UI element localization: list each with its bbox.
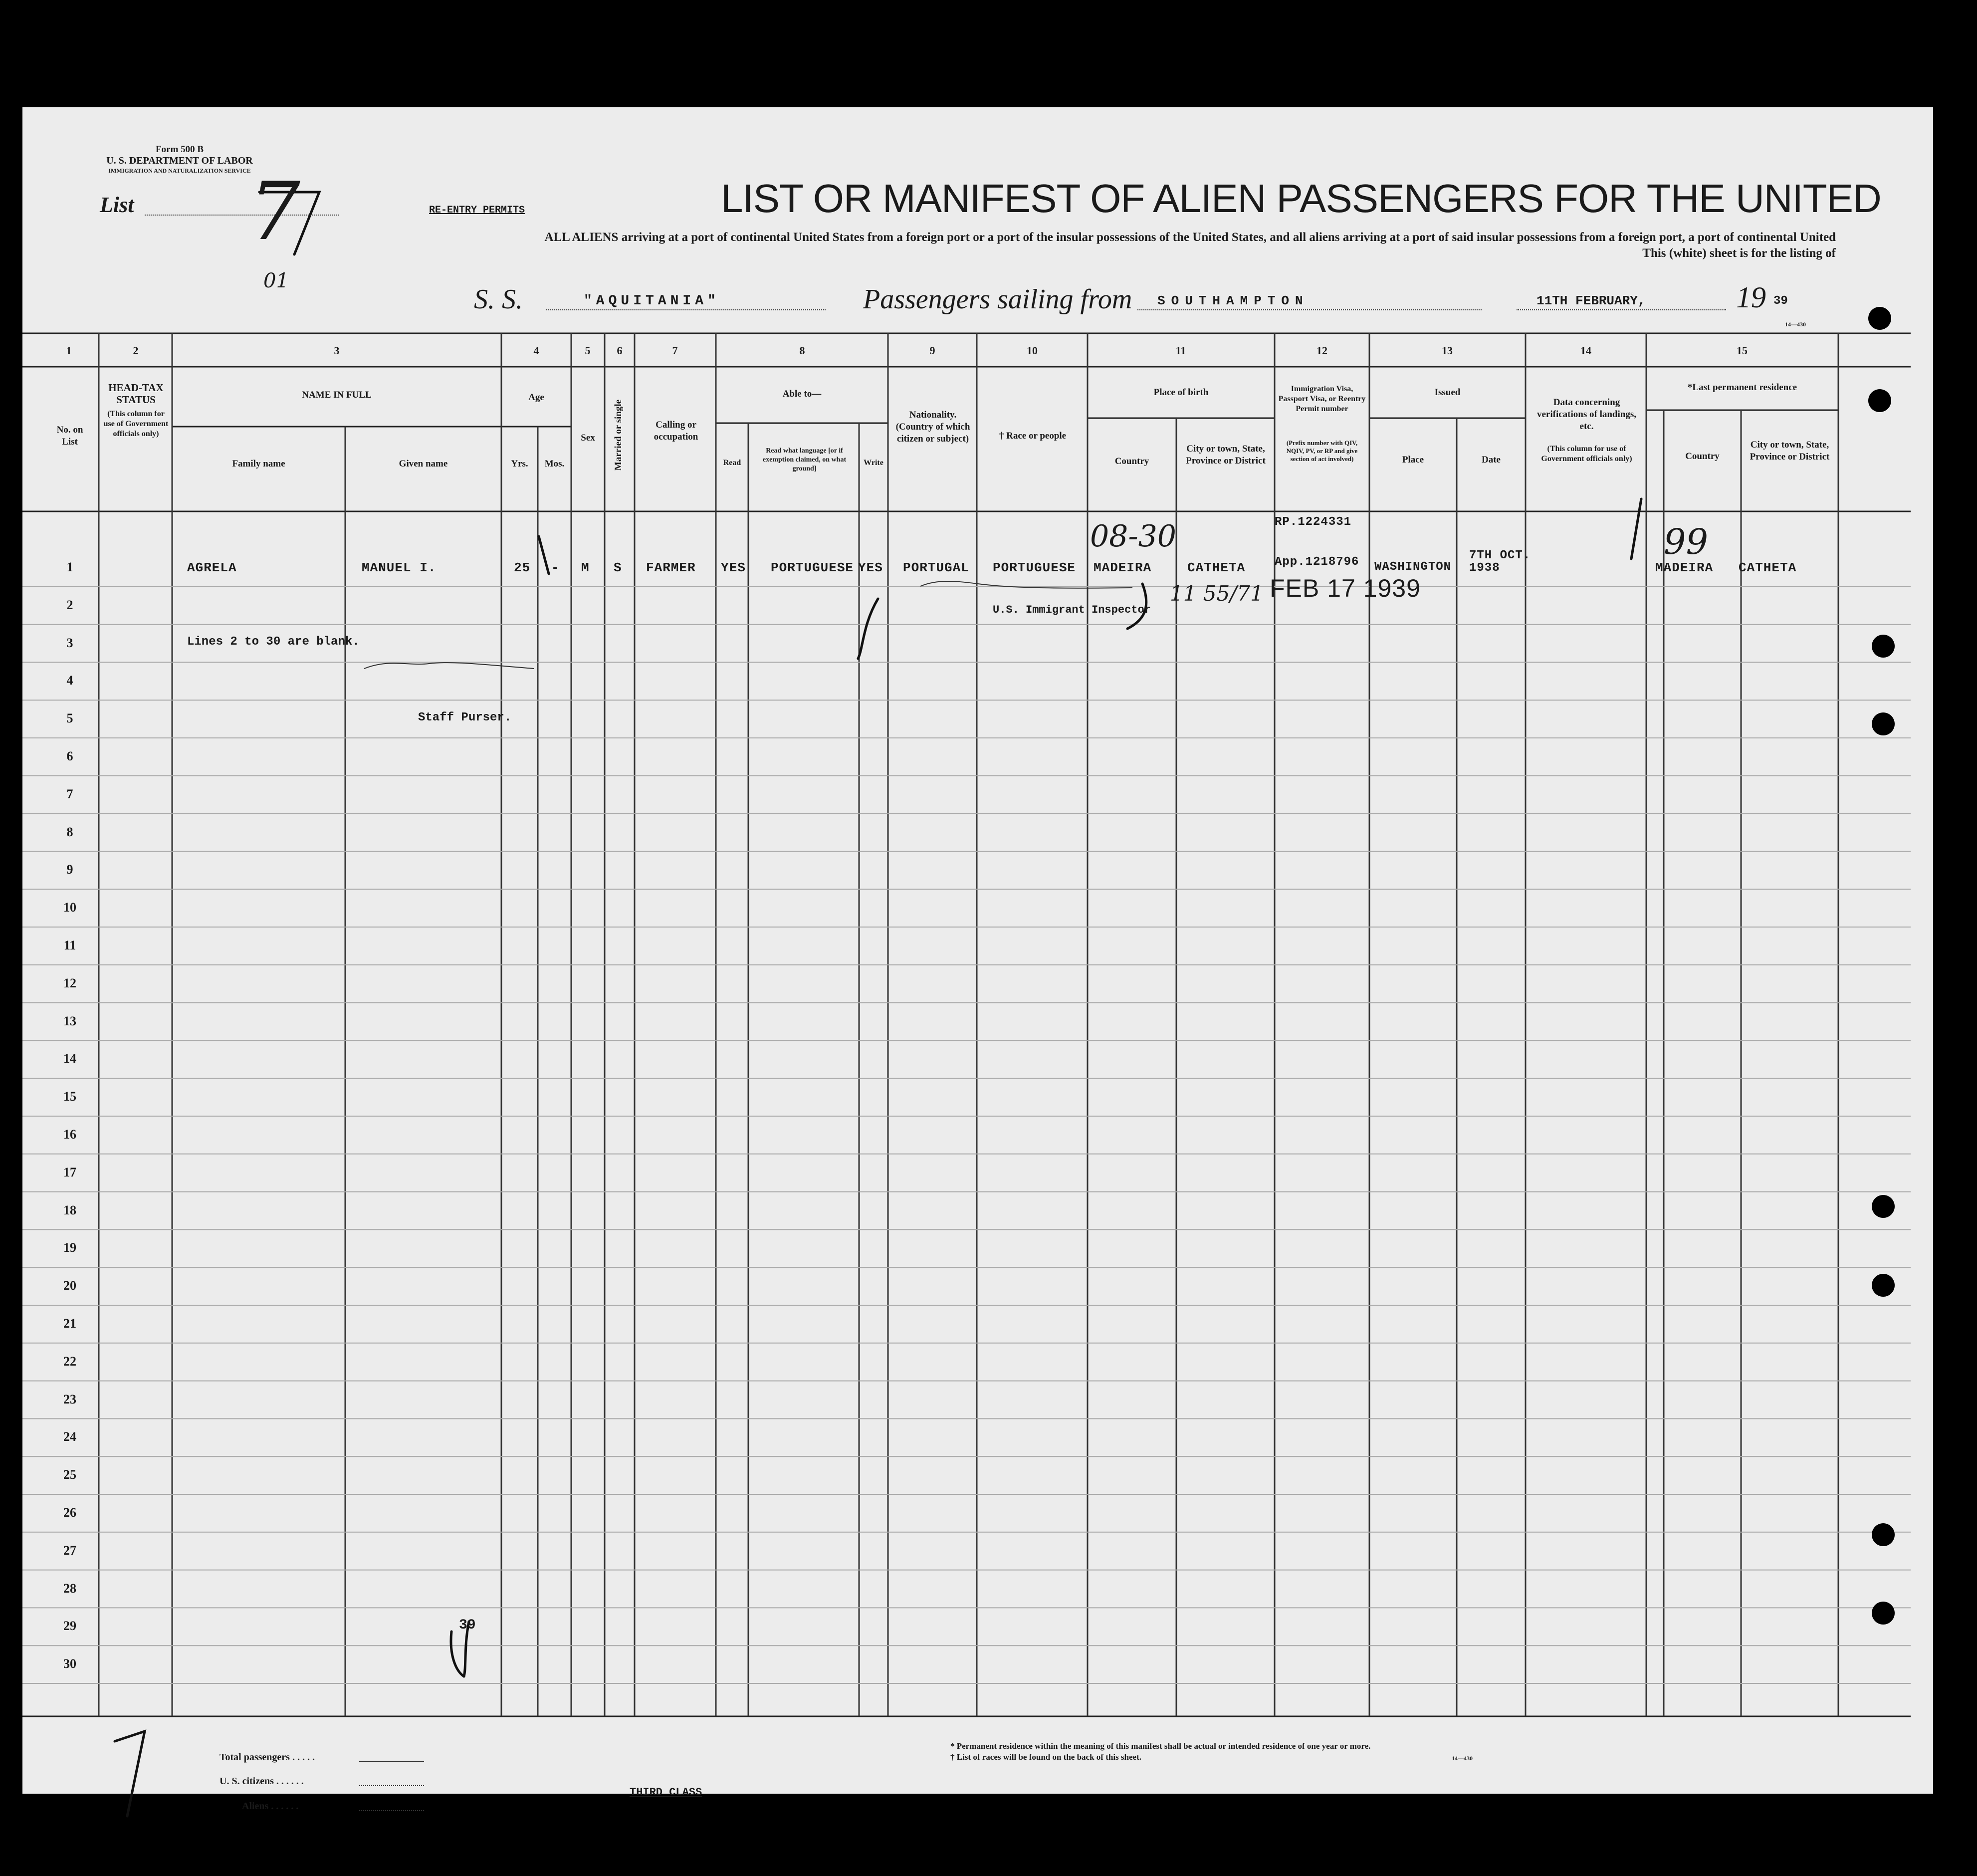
class-label: THIRD CLASS — [630, 1786, 702, 1799]
cell-read: YES — [721, 560, 746, 575]
header-write: Write — [864, 459, 883, 467]
ship-line — [546, 309, 826, 310]
row-number: 22 — [63, 1354, 76, 1369]
cell-app-no: App.1218796 — [1275, 555, 1359, 569]
header-visa: Immigration Visa, Passport Visa, or Reentry Permit number — [1278, 385, 1366, 413]
row-number: 19 — [63, 1240, 76, 1255]
row-number: 11 — [63, 938, 76, 952]
port-name: SOUTHAMPTON — [1157, 293, 1309, 308]
row-number: 13 — [63, 1013, 76, 1028]
row-number: 15 — [63, 1089, 76, 1104]
purser-label: Staff Purser. — [418, 711, 512, 724]
column-number: 9 — [929, 344, 935, 357]
row-number: 4 — [66, 673, 73, 688]
row-number: 9 — [66, 862, 73, 877]
cell-res-city: CATHETA — [1739, 560, 1797, 575]
row-number: 25 — [63, 1467, 76, 1482]
form-department: U. S. DEPARTMENT OF LABOR — [106, 155, 253, 166]
year-prefix: 19 — [1736, 281, 1766, 314]
header-read-language: Read what language [or if exemption claimed, on what ground] — [762, 447, 847, 472]
cell-family-name: AGRELA — [187, 560, 237, 575]
ss-label: S. S. — [474, 284, 523, 315]
column-number: 14 — [1580, 344, 1591, 357]
row-number: 30 — [63, 1656, 76, 1671]
inspector-label: U.S. Immigrant Inspector — [993, 604, 1151, 616]
row-number: 1 — [66, 560, 73, 574]
row-number: 21 — [63, 1316, 76, 1331]
header-issued-place: Place — [1402, 455, 1424, 465]
column-number: 1 — [66, 344, 72, 357]
header-married-single: Married or single — [613, 399, 624, 471]
row-number: 17 — [63, 1165, 76, 1179]
cell-permit: RP.1224331 — [1275, 515, 1352, 529]
header-yrs: Yrs. — [511, 459, 528, 469]
binder-hole-icon — [1872, 1195, 1895, 1218]
footnote-residence: * Permanent residence within the meaning of this manifest shall be actual or intended residence of one year or more. — [950, 1741, 1371, 1751]
header-birth-country: Country — [1114, 456, 1149, 467]
page-title: LIST OR MANIFEST OF ALIEN PASSENGERS FOR THE UNITED — [721, 176, 1881, 221]
cell-language: PORTUGUESE — [771, 560, 854, 575]
row-number: 24 — [63, 1429, 76, 1444]
header-issued: Issued — [1434, 387, 1461, 398]
binder-hole-icon — [1872, 1523, 1895, 1546]
header-calling: Calling or occupation — [654, 420, 698, 442]
cell-issued-place: WASHINGTON — [1374, 560, 1452, 574]
header-race: † Race or people — [999, 431, 1067, 441]
header-issued-date: Date — [1482, 455, 1501, 465]
cell-write: YES — [858, 560, 883, 575]
binder-hole-icon — [1872, 635, 1895, 658]
row-number: 2 — [66, 597, 73, 612]
header-given-name: Given name — [399, 459, 448, 469]
cell-issued-date-1: 7TH OCT. — [1469, 549, 1531, 562]
port-line — [1137, 309, 1482, 310]
aliens-label: Aliens . . . . . . — [242, 1801, 299, 1812]
list-line — [145, 215, 339, 216]
row-number: 28 — [63, 1581, 76, 1596]
stamp-39: 39 — [459, 1618, 476, 1633]
binder-hole-icon — [1868, 389, 1891, 412]
binder-hole-icon — [1872, 1602, 1895, 1625]
date-line — [1517, 309, 1726, 310]
row-number: 7 — [66, 786, 73, 801]
header-able-to: Able to— — [782, 389, 822, 399]
handwritten-code: 08-30 — [1090, 519, 1176, 554]
cell-occupation: FARMER — [646, 560, 696, 575]
header-family-name: Family name — [232, 459, 285, 469]
handwritten-fraction: 11 55/71 — [1170, 581, 1264, 606]
us-citizens-label: U. S. citizens . . . . . . — [220, 1776, 304, 1787]
header-read: Read — [723, 459, 741, 467]
header-verification: Data concerning verifications of landings, etc. — [1537, 397, 1636, 432]
subtitle-line-2: This (white) sheet is for the listing of — [1642, 246, 1836, 260]
cell-married: S — [614, 560, 622, 575]
header-last-residence: *Last permanent residence — [1687, 382, 1797, 393]
header-nationality: Nationality. (Country of which citizen or subject) — [895, 410, 970, 444]
cell-birth-country: MADEIRA — [1094, 560, 1152, 575]
header-age: Age — [528, 392, 544, 403]
reentry-label: RE-ENTRY PERMITS — [429, 205, 525, 216]
list-number-handwritten: 7 — [249, 165, 300, 258]
header-birth-city: City or town, State, Province or District — [1186, 444, 1266, 466]
row-number: 12 — [63, 975, 76, 990]
row-number: 23 — [63, 1392, 76, 1407]
cell-race: PORTUGUESE — [993, 560, 1076, 575]
cell-birth-city: CATHETA — [1187, 560, 1246, 575]
footnote-races: † List of races will be found on the back of this sheet. — [950, 1752, 1141, 1762]
total-passengers-label: Total passengers . . . . . — [220, 1752, 315, 1763]
binder-hole-icon — [1868, 307, 1891, 330]
ship-name: "AQUITANIA" — [584, 293, 720, 309]
handwritten-99: 99 — [1664, 521, 1709, 562]
column-number: 11 — [1175, 344, 1186, 357]
cell-nationality: PORTUGAL — [903, 560, 969, 575]
sailing-label: Passengers sailing from — [863, 284, 1132, 315]
row-number: 27 — [63, 1543, 76, 1558]
column-number: 13 — [1442, 344, 1453, 357]
corner-code: 14—430 — [1785, 321, 1806, 328]
header-res-city: City or town, State, Province or District — [1750, 440, 1830, 462]
row-number: 29 — [63, 1619, 76, 1634]
row-number: 16 — [63, 1127, 76, 1142]
cell-issued-date-2: 1938 — [1469, 561, 1500, 575]
cell-sex: M — [581, 560, 590, 575]
row-number: 10 — [63, 900, 76, 915]
header-head-tax: HEAD-TAX STATUS — [108, 382, 164, 406]
header-verification-note: (This column for use of Government officials only) — [1541, 445, 1632, 463]
column-number: 15 — [1737, 344, 1748, 357]
header-head-tax-note: (This column for use of Government officials only) — [103, 410, 169, 438]
cell-age-yrs: 25 — [514, 560, 531, 575]
list-label: List — [100, 193, 134, 217]
footnote-code: 14—430 — [1452, 1755, 1473, 1762]
row-number: 18 — [63, 1202, 76, 1217]
list-sub-handwritten: 01 — [263, 269, 289, 292]
header-no-on-list: No. on List — [56, 425, 83, 447]
aliens-line — [359, 1810, 424, 1811]
column-number: 4 — [533, 344, 539, 357]
column-number: 6 — [617, 344, 623, 357]
column-number: 3 — [334, 344, 340, 357]
form-number: Form 500 B — [155, 144, 204, 155]
binder-hole-icon — [1872, 712, 1895, 735]
subtitle-line-1: ALL ALIENS arriving at a port of continental United States from a foreign port or a port of the insular possessions of the United States, and all aliens arriving at a port of said insular possessions from a foreign port, a port of continental United — [544, 231, 1836, 244]
year-suffix: 39 — [1773, 294, 1788, 308]
column-number: 12 — [1317, 344, 1327, 357]
column-number: 8 — [799, 344, 805, 357]
header-mos: Mos. — [544, 459, 565, 469]
header-visa-note: (Prefix number with QIV, NQIV, PV, or RP and give section of act involved) — [1286, 439, 1358, 463]
date-stamp: FEB 17 1939 — [1270, 574, 1421, 602]
sailing-date: 11TH FEBRUARY, — [1537, 293, 1646, 308]
cell-res-country: MADEIRA — [1655, 560, 1714, 575]
column-number: 10 — [1027, 344, 1038, 357]
row-number: 20 — [63, 1278, 76, 1293]
total-passengers-line — [359, 1761, 424, 1762]
header-res-country: Country — [1685, 451, 1720, 462]
us-citizens-line — [359, 1785, 424, 1786]
header-sex: Sex — [581, 433, 595, 443]
column-number: 2 — [133, 344, 139, 357]
header-name-in-full: NAME IN FULL — [302, 390, 372, 400]
column-number: 5 — [585, 344, 591, 357]
row-number: 3 — [66, 635, 73, 650]
binder-hole-icon — [1872, 1274, 1895, 1297]
header-place-of-birth: Place of birth — [1153, 387, 1209, 398]
cell-age-mos: - — [551, 560, 560, 575]
row-number: 8 — [66, 824, 73, 839]
row-number: 5 — [66, 711, 73, 726]
row-number: 26 — [63, 1505, 76, 1520]
cell-given-name: MANUEL I. — [362, 560, 437, 575]
row-number: 14 — [63, 1051, 76, 1066]
blank-lines-note: Lines 2 to 30 are blank. — [187, 635, 360, 649]
column-number: 7 — [672, 344, 678, 357]
row-number: 6 — [66, 749, 73, 763]
form-service: IMMIGRATION AND NATURALIZATION SERVICE — [108, 167, 251, 174]
